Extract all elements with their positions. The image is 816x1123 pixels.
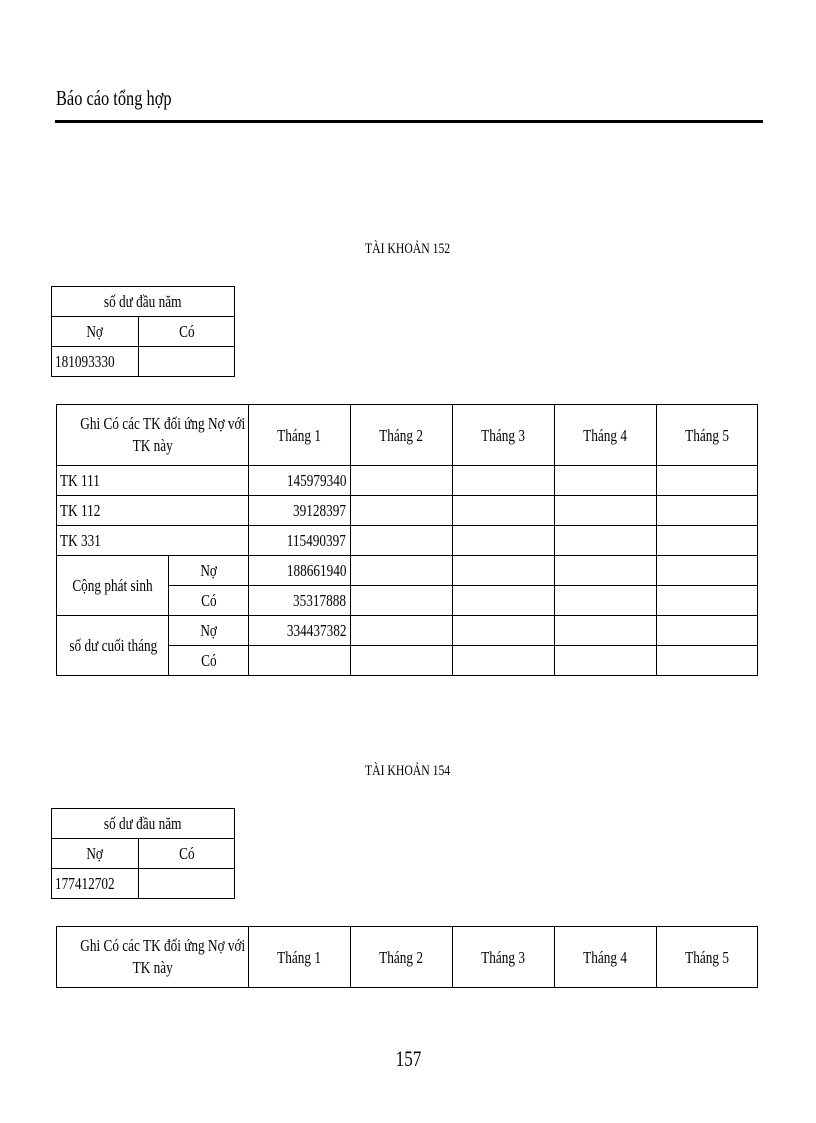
cell-value (351, 646, 453, 676)
table-row (57, 556, 758, 586)
cell-value: 188661940 (249, 556, 351, 586)
cell-value (657, 556, 758, 586)
opening-balance-label: số dư đầu năm (52, 287, 235, 317)
account-154-opening-balance-table (51, 808, 235, 899)
report-header-title: Báo cáo tổng hợp (56, 86, 172, 110)
cell-value (351, 586, 453, 616)
opening-debit-value: 181093330 (52, 347, 139, 377)
account-152-title: TÀI KHOẢN 152 (365, 241, 451, 257)
cell-value (555, 466, 657, 496)
account-152-ledger-table (56, 404, 758, 676)
cong-phat-sinh-co-label: Có (169, 586, 249, 616)
so-du-cuoi-thang-no-label: Nợ (169, 616, 249, 646)
opening-credit-label: Có (139, 839, 235, 869)
cell-value (351, 616, 453, 646)
opening-debit-label: Nợ (52, 839, 139, 869)
month-2-header: Tháng 2 (351, 405, 453, 466)
page-number: 157 (395, 1046, 421, 1071)
cell-value (657, 646, 758, 676)
month-2-header: Tháng 2 (351, 927, 453, 988)
month-5-header: Tháng 5 (657, 405, 758, 466)
cell-value (555, 616, 657, 646)
row-label: TK 111 (57, 466, 249, 496)
cell-value (657, 466, 758, 496)
ledger-header-label: Ghi Có các TK đối ứng Nợ với TK này (57, 405, 249, 466)
cell-value (657, 496, 758, 526)
row-label: TK 331 (57, 526, 249, 556)
header-divider (55, 120, 763, 123)
cell-value (453, 586, 555, 616)
cong-phat-sinh-no-label: Nợ (169, 556, 249, 586)
cell-value (351, 526, 453, 556)
month-1-header: Tháng 1 (249, 405, 351, 466)
cell-value (453, 526, 555, 556)
cell-value (453, 646, 555, 676)
cell-value (657, 616, 758, 646)
cell-value: 35317888 (249, 586, 351, 616)
cell-value (249, 646, 351, 676)
cell-value (453, 496, 555, 526)
opening-credit-value (139, 347, 235, 377)
cell-value: 115490397 (249, 526, 351, 556)
opening-credit-value (139, 869, 235, 899)
month-4-header: Tháng 4 (555, 927, 657, 988)
month-5-header: Tháng 5 (657, 927, 758, 988)
account-152-opening-balance-table (51, 286, 235, 377)
month-3-header: Tháng 3 (453, 405, 555, 466)
so-du-cuoi-thang-co-label: Có (169, 646, 249, 676)
opening-debit-value: 177412702 (52, 869, 139, 899)
so-du-cuoi-thang-label: số dư cuối tháng (57, 616, 169, 676)
cell-value (351, 496, 453, 526)
cell-value (555, 646, 657, 676)
cell-value: 334437382 (249, 616, 351, 646)
account-154-ledger-table (56, 926, 758, 988)
cell-value: 145979340 (249, 466, 351, 496)
month-1-header: Tháng 1 (249, 927, 351, 988)
ledger-header-label: Ghi Có các TK đối ứng Nợ với TK này (57, 927, 249, 988)
cong-phat-sinh-label: Cộng phát sinh (57, 556, 169, 616)
table-row (57, 526, 758, 556)
cell-value (453, 556, 555, 586)
cell-value (453, 466, 555, 496)
cell-value: 39128397 (249, 496, 351, 526)
cell-value (555, 496, 657, 526)
cell-value (351, 556, 453, 586)
cell-value (453, 616, 555, 646)
row-label: TK 112 (57, 496, 249, 526)
table-row (57, 496, 758, 526)
account-154-title: TÀI KHOẢN 154 (365, 763, 451, 779)
cell-value (555, 556, 657, 586)
month-4-header: Tháng 4 (555, 405, 657, 466)
cell-value (351, 466, 453, 496)
table-row (57, 466, 758, 496)
table-row (57, 616, 758, 646)
cell-value (657, 526, 758, 556)
cell-value (555, 586, 657, 616)
opening-balance-label: số dư đầu năm (52, 809, 235, 839)
opening-debit-label: Nợ (52, 317, 139, 347)
cell-value (555, 526, 657, 556)
cell-value (657, 586, 758, 616)
month-3-header: Tháng 3 (453, 927, 555, 988)
opening-credit-label: Có (139, 317, 235, 347)
